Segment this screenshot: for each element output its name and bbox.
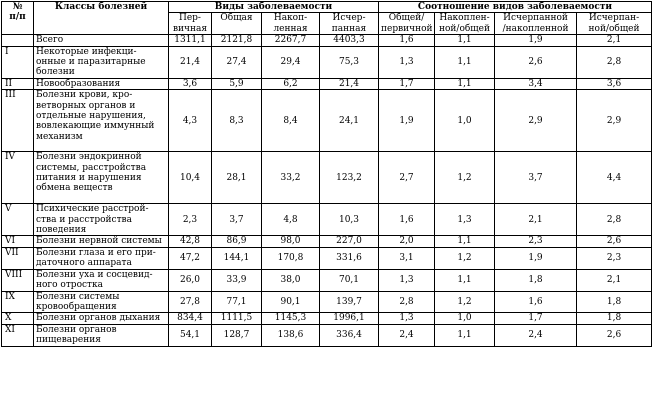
header-sub-1: Общая: [212, 13, 262, 35]
table-row: [2, 269, 652, 291]
table-header: [2, 2, 652, 35]
row-value-5: 1,1: [435, 78, 495, 89]
row-value-1: 28,1: [212, 152, 262, 204]
row-number: XI: [2, 324, 34, 346]
header-class: Классы болезней: [34, 2, 169, 35]
row-value-0: 26,0: [169, 269, 212, 291]
row-value-0: 47,2: [169, 247, 212, 269]
row-value-6: 2,6: [495, 46, 577, 78]
header-sub-3: Исчер- панная: [320, 13, 379, 35]
row-value-7: 1,8: [577, 291, 652, 313]
row-value-2: 2267,7: [262, 35, 320, 46]
row-value-3: 70,1: [320, 269, 379, 291]
row-value-2: 6,2: [262, 78, 320, 89]
row-value-0: 21,4: [169, 46, 212, 78]
row-value-3: 331,6: [320, 247, 379, 269]
row-value-0: 4,3: [169, 90, 212, 152]
row-value-4: 1,3: [379, 46, 435, 78]
header-sub-2: Накоп- ленная: [262, 13, 320, 35]
row-value-4: 2,4: [379, 324, 435, 346]
table-row: [2, 236, 652, 247]
row-class-name: Всего: [34, 35, 169, 46]
row-value-6: 2,1: [495, 204, 577, 236]
row-value-4: 1,7: [379, 78, 435, 89]
row-number: VI: [2, 236, 34, 247]
table-row: [2, 35, 652, 46]
row-value-5: 1,2: [435, 247, 495, 269]
row-value-2: 33,2: [262, 152, 320, 204]
row-value-2: 38,0: [262, 269, 320, 291]
table-body: [2, 35, 652, 346]
row-value-1: 8,3: [212, 90, 262, 152]
row-value-7: 2,1: [577, 35, 652, 46]
row-class-name: Болезни крови, кро- ветворных органов и отдельные нарушения, вовлекающие иммунный механизм: [34, 90, 169, 152]
row-value-3: 4403,3: [320, 35, 379, 46]
row-value-1: 5,9: [212, 78, 262, 89]
row-value-2: 1145,3: [262, 313, 320, 324]
row-value-5: 1,1: [435, 46, 495, 78]
row-value-5: 1,1: [435, 269, 495, 291]
row-value-3: 336,4: [320, 324, 379, 346]
row-value-7: 2,6: [577, 236, 652, 247]
table-row: [2, 204, 652, 236]
row-value-6: 3,4: [495, 78, 577, 89]
row-value-7: 2,6: [577, 324, 652, 346]
row-value-3: 24,1: [320, 90, 379, 152]
table-row: [2, 291, 652, 313]
table-row: [2, 78, 652, 89]
header-sub-7: Исчерпан- ной/общей: [577, 13, 652, 35]
table-row: [2, 313, 652, 324]
row-number: VIII: [2, 269, 34, 291]
row-value-0: 42,8: [169, 236, 212, 247]
row-value-4: 1,6: [379, 204, 435, 236]
row-value-3: 227,0: [320, 236, 379, 247]
row-value-6: 1,8: [495, 269, 577, 291]
row-value-0: 27,8: [169, 291, 212, 313]
row-value-2: 98,0: [262, 236, 320, 247]
row-value-3: 21,4: [320, 78, 379, 89]
row-value-7: 3,6: [577, 78, 652, 89]
row-value-6: 2,3: [495, 236, 577, 247]
table-row: [2, 324, 652, 346]
header-sub-6: Исчерпанной /накопленной: [495, 13, 577, 35]
table-row: [2, 152, 652, 204]
row-value-2: 29,4: [262, 46, 320, 78]
row-value-3: 10,3: [320, 204, 379, 236]
header-group-types: Виды заболеваемости: [169, 2, 379, 13]
row-value-0: 3,6: [169, 78, 212, 89]
row-class-name: Болезни глаза и его при- даточного аппарата: [34, 247, 169, 269]
row-value-2: 4,8: [262, 204, 320, 236]
row-value-5: 1,1: [435, 35, 495, 46]
row-value-7: 2,3: [577, 247, 652, 269]
row-value-6: 1,6: [495, 291, 577, 313]
row-value-1: 144,1: [212, 247, 262, 269]
table-row: [2, 90, 652, 152]
row-class-name: Новообразования: [34, 78, 169, 89]
row-number: IV: [2, 152, 34, 204]
row-value-3: 139,7: [320, 291, 379, 313]
row-value-0: 834,4: [169, 313, 212, 324]
row-value-2: 90,1: [262, 291, 320, 313]
row-number: [2, 35, 34, 46]
row-class-name: Некоторые инфекци- онные и паразитарные болезни: [34, 46, 169, 78]
row-class-name: Болезни эндокринной системы, расстройства питания и нарушения обмена веществ: [34, 152, 169, 204]
row-value-3: 75,3: [320, 46, 379, 78]
row-value-7: 2,1: [577, 269, 652, 291]
row-value-0: 1311,1: [169, 35, 212, 46]
header-sub-4: Общей/ первичной: [379, 13, 435, 35]
row-value-7: 2,8: [577, 204, 652, 236]
row-value-4: 2,7: [379, 152, 435, 204]
row-value-6: 1,7: [495, 313, 577, 324]
row-value-4: 2,0: [379, 236, 435, 247]
row-value-4: 3,1: [379, 247, 435, 269]
row-class-name: Болезни уха и сосцевид- ного отростка: [34, 269, 169, 291]
row-value-0: 10,4: [169, 152, 212, 204]
row-value-6: 1,9: [495, 247, 577, 269]
row-value-1: 86,9: [212, 236, 262, 247]
row-value-5: 1,2: [435, 152, 495, 204]
row-value-5: 1,0: [435, 313, 495, 324]
row-number: III: [2, 90, 34, 152]
row-value-6: 1,9: [495, 35, 577, 46]
row-number: II: [2, 78, 34, 89]
row-value-1: 128,7: [212, 324, 262, 346]
row-value-1: 1111,5: [212, 313, 262, 324]
row-value-7: 1,8: [577, 313, 652, 324]
row-number: I: [2, 46, 34, 78]
row-class-name: Психические расстрой- ства и расстройства поведения: [34, 204, 169, 236]
row-value-1: 77,1: [212, 291, 262, 313]
row-value-0: 2,3: [169, 204, 212, 236]
row-value-6: 2,9: [495, 90, 577, 152]
row-value-4: 1,3: [379, 313, 435, 324]
header-num: № п/п: [2, 2, 34, 35]
table-row: [2, 46, 652, 78]
morbidity-table: [1, 1, 652, 347]
row-value-2: 8,4: [262, 90, 320, 152]
header-sub-0: Пер- вичная: [169, 13, 212, 35]
row-value-5: 1,0: [435, 90, 495, 152]
row-number: IX: [2, 291, 34, 313]
row-value-7: 2,9: [577, 90, 652, 152]
row-value-7: 4,4: [577, 152, 652, 204]
row-value-4: 1,6: [379, 35, 435, 46]
row-value-1: 33,9: [212, 269, 262, 291]
row-value-4: 1,3: [379, 269, 435, 291]
row-value-0: 54,1: [169, 324, 212, 346]
row-value-1: 3,7: [212, 204, 262, 236]
row-class-name: Болезни системы кровообращения: [34, 291, 169, 313]
row-value-4: 2,8: [379, 291, 435, 313]
row-value-4: 1,9: [379, 90, 435, 152]
row-class-name: Болезни нервной системы: [34, 236, 169, 247]
header-sub-5: Накоплен- ной/общей: [435, 13, 495, 35]
row-value-1: 2121,8: [212, 35, 262, 46]
row-number: V: [2, 204, 34, 236]
row-value-5: 1,1: [435, 236, 495, 247]
row-value-5: 1,3: [435, 204, 495, 236]
row-value-3: 1996,1: [320, 313, 379, 324]
row-value-7: 2,8: [577, 46, 652, 78]
row-value-2: 138,6: [262, 324, 320, 346]
row-number: X: [2, 313, 34, 324]
row-value-6: 2,4: [495, 324, 577, 346]
row-value-5: 1,1: [435, 324, 495, 346]
header-group-ratios: Соотношение видов заболеваемости: [379, 2, 652, 13]
row-value-6: 3,7: [495, 152, 577, 204]
row-value-3: 123,2: [320, 152, 379, 204]
row-number: VII: [2, 247, 34, 269]
table-row: [2, 247, 652, 269]
row-class-name: Болезни органов пищеварения: [34, 324, 169, 346]
row-value-5: 1,2: [435, 291, 495, 313]
row-value-1: 27,4: [212, 46, 262, 78]
row-class-name: Болезни органов дыхания: [34, 313, 169, 324]
row-value-2: 170,8: [262, 247, 320, 269]
